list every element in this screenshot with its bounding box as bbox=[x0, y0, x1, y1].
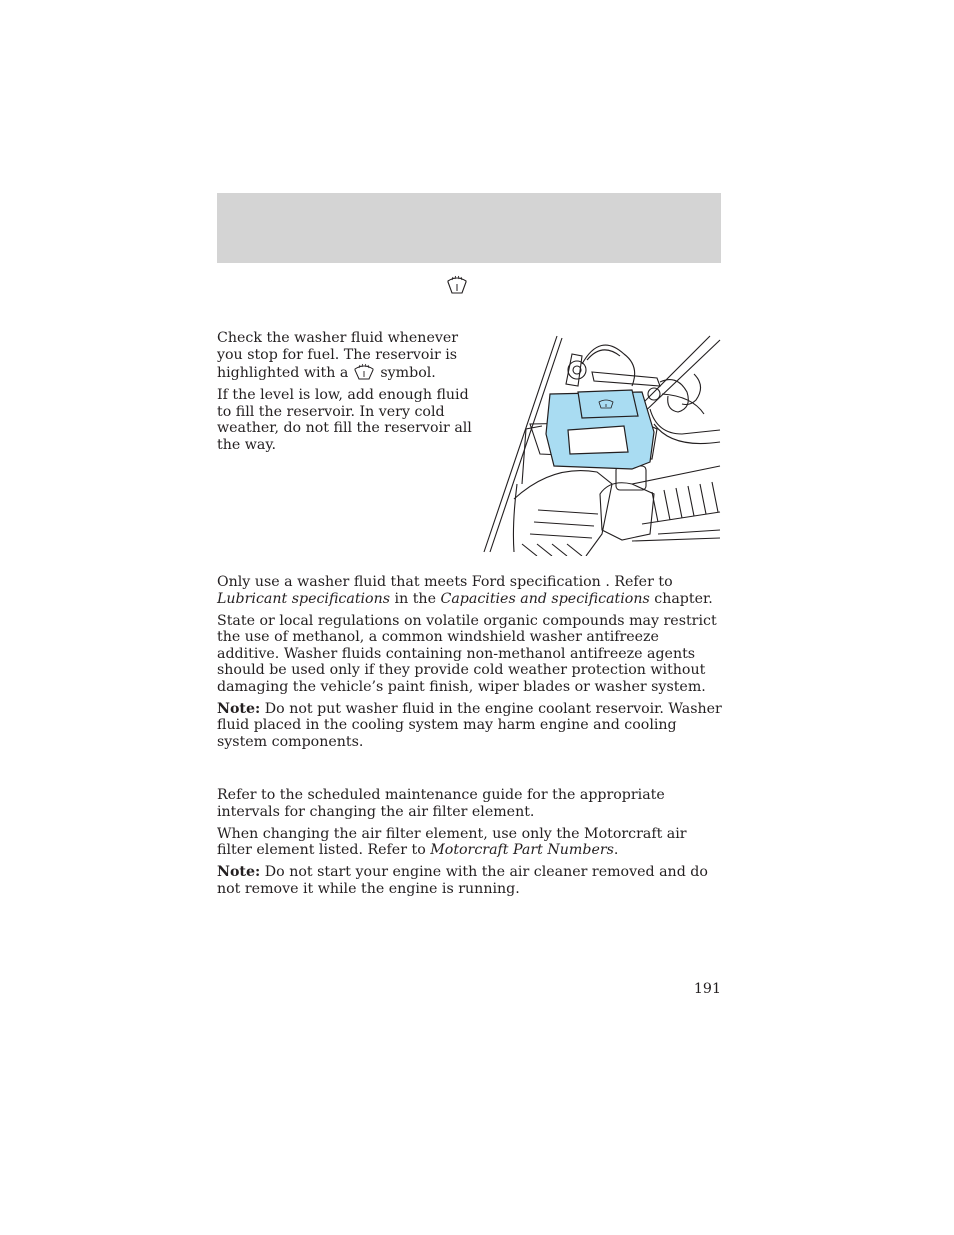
air-filter-body bbox=[217, 787, 722, 903]
washer-spec-paragraph: Only use a washer fluid that meets Ford specification . Refer to Lubricant specifications in the Capacities and specifications chapter. bbox=[217, 574, 713, 607]
washer-check-paragraph: Check the washer fluid whenever you stop for fuel. The reservoir is highlighted with a symbol. bbox=[217, 330, 459, 381]
washer-fluid-body bbox=[217, 574, 722, 756]
page-number: 191 bbox=[693, 981, 721, 997]
washer-note-paragraph: Note: Do not put washer fluid in the engine coolant reservoir. Washer fluid placed in the cooling system may harm engine and cooling system components. bbox=[217, 700, 722, 750]
washer-fluid-icon bbox=[445, 274, 469, 296]
air-filter-interval-paragraph: Refer to the scheduled maintenance guide for the appropriate intervals for changing the air filter element. bbox=[217, 787, 665, 820]
air-filter-note-paragraph: Note: Do not start your engine with the air cleaner removed and do not remove it while the engine is running. bbox=[217, 864, 708, 897]
engine-compartment-illustration bbox=[482, 334, 722, 556]
air-filter-motorcraft-paragraph: When changing the air filter element, use only the Motorcraft air filter element listed. Refer to Motorcraft Part Numbers. bbox=[217, 825, 687, 858]
washer-level-paragraph: If the level is low, add enough fluid to fill the reservoir. In very cold weather, do not fill the reservoir all the way. bbox=[217, 387, 472, 453]
methanol-regulation-paragraph: State or local regulations on volatile organic compounds may restrict the use of methanol, a common windshield washer antifreeze additive. Washer fluids containing non-methanol antifreeze agents should be used only if they provide cold weather protection without damaging the vehicle’s paint finish, wiper blades or washer system. bbox=[217, 612, 717, 695]
section-header-band bbox=[217, 193, 721, 263]
washer-fluid-icon bbox=[352, 363, 376, 381]
washer-intro bbox=[217, 330, 472, 459]
